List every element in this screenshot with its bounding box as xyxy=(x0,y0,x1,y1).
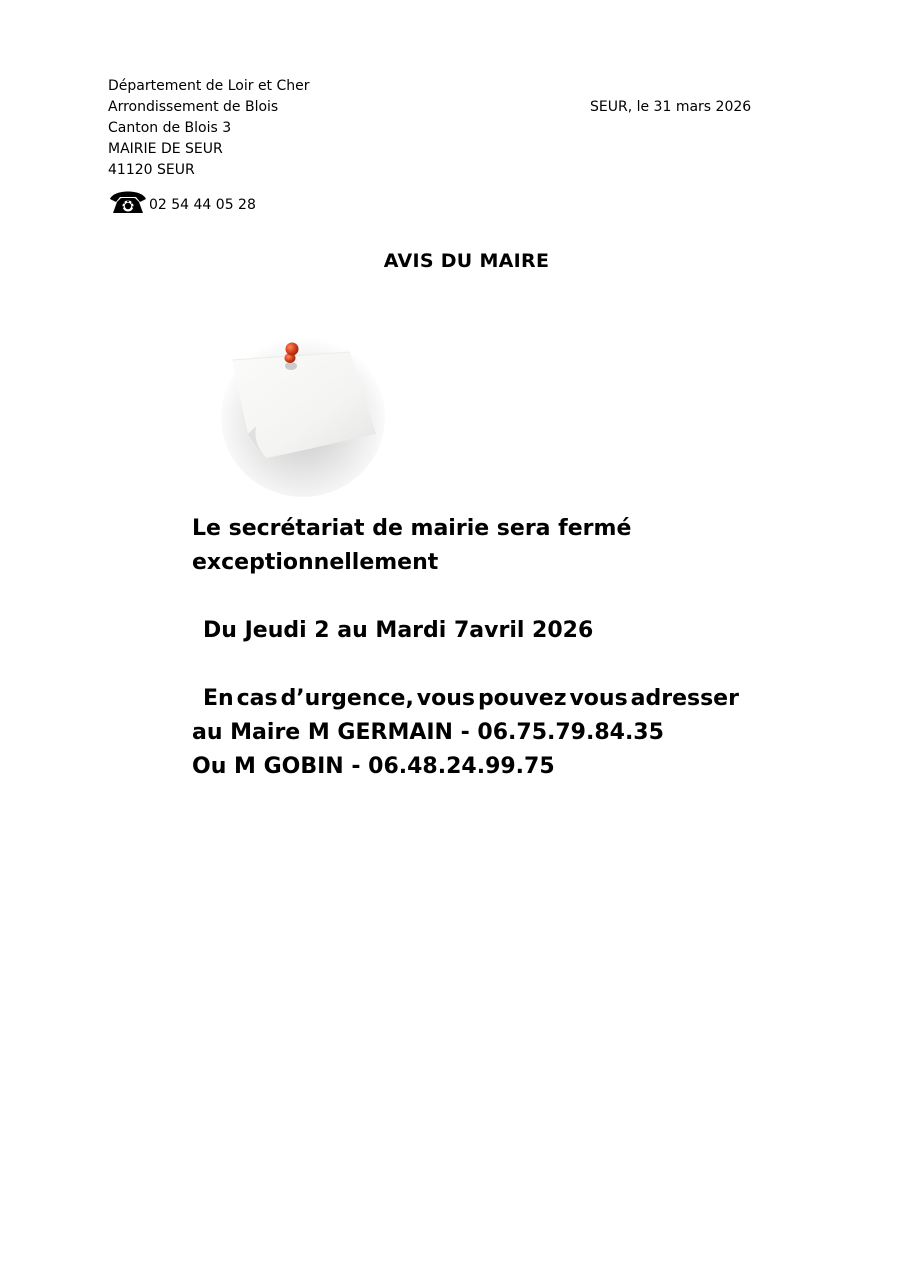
telephone-icon xyxy=(108,187,148,215)
urgency-word: adresser xyxy=(630,686,739,711)
urgency-word: vous xyxy=(416,686,475,711)
urgency-word: pouvez xyxy=(477,686,567,711)
urgency-word: cas xyxy=(236,686,278,711)
mairie-phone-number: 02 54 44 05 28 xyxy=(149,197,256,213)
urgency-word: En xyxy=(203,686,234,711)
mairie-address-block xyxy=(108,76,310,215)
notice-body xyxy=(192,512,752,784)
closure-exceptional-line: exceptionnellement xyxy=(192,550,439,575)
notice-title: AVIS DU MAIRE xyxy=(383,250,550,272)
postal-address-text: 41120 SEUR xyxy=(108,162,195,178)
closure-announcement-line: Le secrétariat de mairie sera fermé xyxy=(192,516,632,541)
urgency-word: vous xyxy=(569,686,628,711)
mayor-contact-line: au Maire M GERMAIN - 06.75.79.84.35 xyxy=(192,720,664,745)
arrondissement-text: Arrondissement de Blois xyxy=(108,99,279,115)
department-text: Département de Loir et Cher xyxy=(108,78,310,94)
sticky-note-image xyxy=(218,322,388,497)
closure-dates-line: Du Jeudi 2 au Mardi 7avril 2026 xyxy=(203,618,594,643)
deputy-contact-line: Ou M GOBIN - 06.48.24.99.75 xyxy=(192,754,555,779)
place-date-text: SEUR, le 31 mars 2026 xyxy=(590,99,752,115)
urgency-word: d’urgence, xyxy=(280,686,414,711)
phone-row xyxy=(108,185,310,215)
mairie-name-text: MAIRIE DE SEUR xyxy=(108,141,223,157)
urgency-line xyxy=(192,682,739,716)
canton-text: Canton de Blois 3 xyxy=(108,120,232,136)
